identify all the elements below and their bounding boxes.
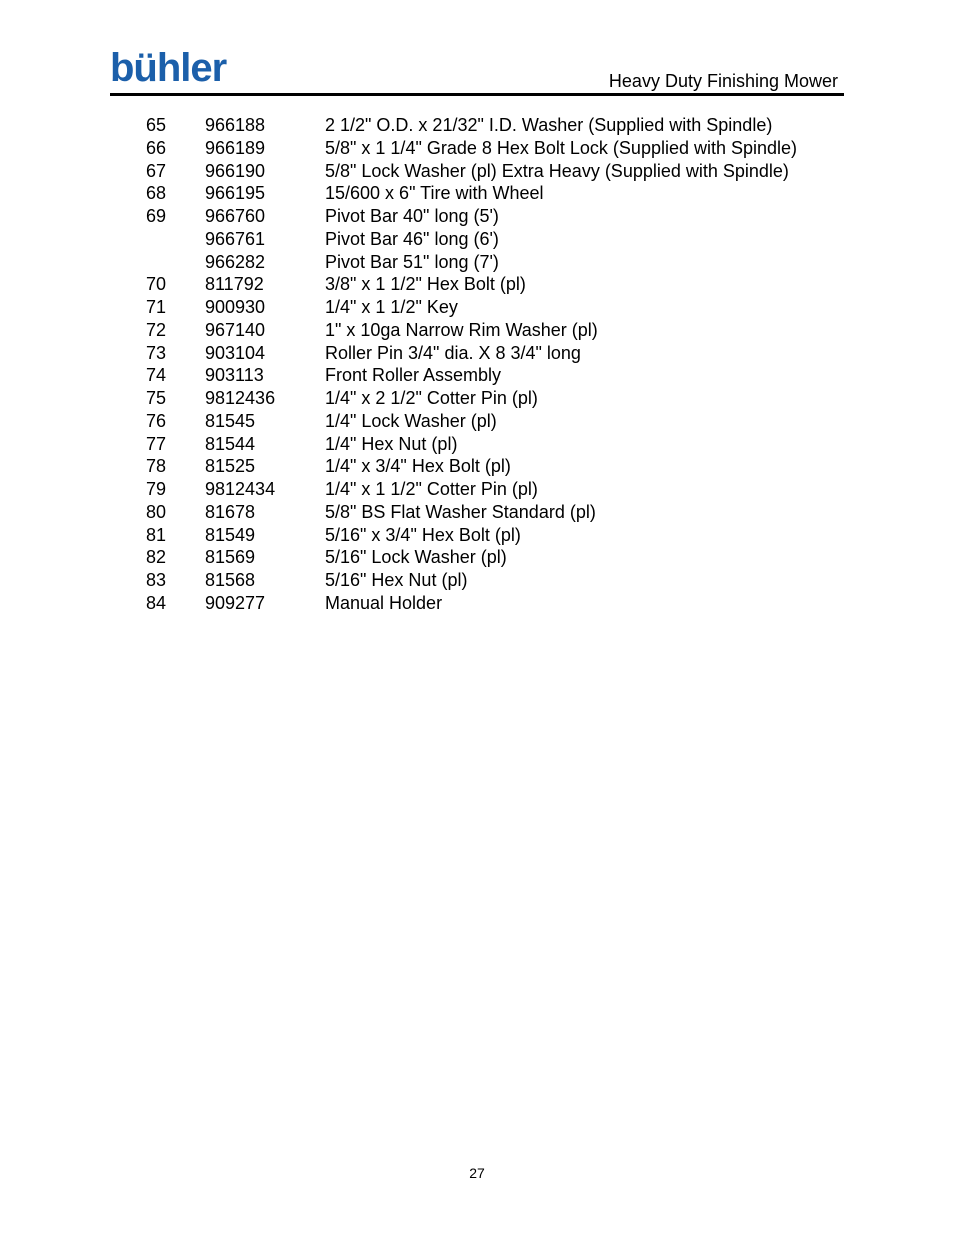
part-number: 81569 — [205, 547, 256, 568]
part-number: 909277 — [205, 592, 266, 613]
part-number: 903104 — [205, 342, 266, 363]
part-description: 5/16" Lock Washer (pl) — [325, 547, 507, 568]
part-number: 81549 — [205, 524, 256, 545]
part-number: 81545 — [205, 410, 256, 431]
parts-row — [0, 182, 954, 205]
part-number: 966190 — [205, 160, 266, 181]
parts-row — [0, 410, 954, 433]
parts-row — [0, 387, 954, 410]
part-number: 81568 — [205, 570, 256, 590]
part-description: 1/4" Lock Washer (pl) — [325, 410, 497, 431]
parts-row — [0, 114, 954, 137]
item-number: 72 — [146, 319, 167, 340]
part-number: 81678 — [205, 501, 256, 522]
parts-row — [0, 137, 954, 160]
part-description: 5/16" Hex Nut (pl) — [325, 570, 468, 590]
item-number: 69 — [146, 206, 167, 226]
part-description: 5/8" BS Flat Washer Standard (pl) — [325, 501, 596, 522]
part-description: Pivot Bar 40" long (5') — [325, 206, 499, 226]
item-number: 76 — [146, 410, 167, 431]
item-number: 67 — [146, 160, 167, 181]
part-number: 966761 — [205, 228, 266, 249]
document-title: Heavy Duty Finishing Mower — [608, 71, 838, 91]
part-description: 1" x 10ga Narrow Rim Washer (pl) — [325, 319, 598, 340]
parts-row — [0, 364, 954, 387]
item-number: 66 — [146, 137, 167, 158]
part-description: 15/600 x 6" Tire with Wheel — [325, 183, 544, 204]
parts-row — [0, 228, 954, 251]
part-number: 967140 — [205, 319, 266, 340]
parts-row — [0, 205, 954, 228]
item-number: 78 — [146, 456, 167, 477]
part-description: 1/4" x 2 1/2" Cotter Pin (pl) — [325, 388, 538, 408]
item-number: 83 — [146, 570, 167, 590]
part-number: 811792 — [205, 274, 264, 295]
parts-row — [0, 433, 954, 456]
parts-list — [0, 114, 954, 615]
part-description: 1/4" x 1 1/2" Cotter Pin (pl) — [325, 479, 538, 499]
part-description: Roller Pin 3/4" dia. X 8 3/4" long — [325, 342, 581, 363]
item-number: 74 — [146, 365, 167, 386]
part-number: 966282 — [205, 251, 266, 272]
page-number: 27 — [469, 1165, 485, 1181]
parts-row — [0, 160, 954, 183]
part-description: 5/8" Lock Washer (pl) Extra Heavy (Supplied with Spindle) — [325, 160, 789, 181]
item-number: 70 — [146, 274, 167, 295]
parts-row — [0, 273, 954, 296]
part-number: 966195 — [205, 183, 266, 204]
parts-row — [0, 501, 954, 524]
item-number: 71 — [146, 297, 167, 317]
part-number: 900930 — [205, 297, 266, 317]
parts-row — [0, 296, 954, 319]
part-number: 903113 — [205, 365, 264, 386]
item-number: 81 — [146, 524, 167, 545]
buhler-logo: bühler — [110, 46, 227, 90]
part-description: 5/16" x 3/4" Hex Bolt (pl) — [325, 524, 521, 545]
part-number: 966760 — [205, 206, 266, 226]
parts-row — [0, 342, 954, 365]
part-description: 1/4" x 1 1/2" Key — [325, 297, 458, 317]
part-description: 1/4" x 3/4" Hex Bolt (pl) — [325, 456, 511, 477]
part-number: 81525 — [205, 456, 256, 477]
parts-row — [0, 592, 954, 615]
item-number: 84 — [146, 592, 167, 613]
item-number: 82 — [146, 547, 167, 568]
item-number: 79 — [146, 479, 167, 499]
parts-row — [0, 251, 954, 274]
parts-row — [0, 319, 954, 342]
part-description: Pivot Bar 46" long (6') — [325, 228, 499, 249]
part-number: 966189 — [205, 137, 266, 158]
part-number: 966188 — [205, 115, 266, 135]
header-divider — [110, 93, 844, 96]
parts-row — [0, 569, 954, 592]
parts-row — [0, 478, 954, 501]
part-description: Front Roller Assembly — [325, 365, 502, 386]
part-number: 81544 — [205, 433, 256, 454]
item-number: 68 — [146, 183, 167, 204]
item-number: 75 — [146, 388, 167, 408]
parts-row — [0, 455, 954, 478]
parts-row — [0, 524, 954, 547]
part-number: 9812434 — [205, 479, 276, 499]
part-description: Manual Holder — [325, 592, 443, 613]
item-number: 80 — [146, 501, 167, 522]
item-number: 65 — [146, 115, 167, 135]
item-number: 73 — [146, 342, 167, 363]
part-description: 2 1/2" O.D. x 21/32" I.D. Washer (Supplied with Spindle) — [325, 115, 773, 135]
part-description: 1/4" Hex Nut (pl) — [325, 433, 458, 454]
parts-row — [0, 546, 954, 569]
part-description: 3/8" x 1 1/2" Hex Bolt (pl) — [325, 274, 526, 295]
part-number: 9812436 — [205, 388, 276, 408]
part-description: Pivot Bar 51" long (7') — [325, 251, 499, 272]
part-description: 5/8" x 1 1/4" Grade 8 Hex Bolt Lock (Supplied with Spindle) — [325, 137, 798, 158]
item-number: 77 — [146, 433, 167, 454]
